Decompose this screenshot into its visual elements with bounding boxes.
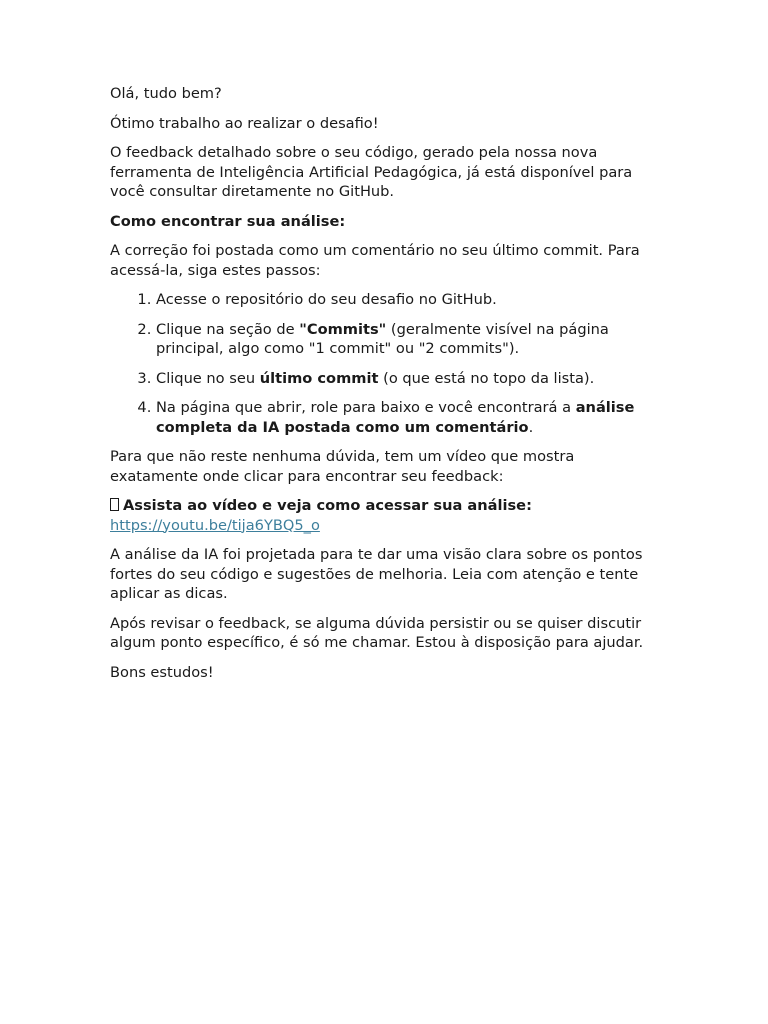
analysis-note: A análise da IA foi projetada para te dar uma visão clara sobre os pontos fortes do seu código e sugestões de melhoria. Leia com atenção e tente aplicar as dicas.: [110, 546, 643, 602]
step-item: [156, 369, 655, 389]
video-intro-paragraph: Para que não reste nenhuma dúvida, tem um vídeo que mostra exatamente onde clicar para encontrar seu feedback:: [110, 448, 575, 485]
step-text-after: (o que está no topo da lista).: [378, 369, 595, 387]
step-text-after: .: [528, 418, 534, 436]
step-text: Acesse o repositório do seu desafio no GitHub.: [156, 291, 497, 308]
intro-paragraph: O feedback detalhado sobre o seu código, gerado pela nossa nova ferramenta de Inteligência Artificial Pedagógica, já está disponível para você consultar diretamente no GitHub.: [110, 144, 633, 200]
step-item: [156, 398, 655, 437]
video-block: [110, 496, 655, 535]
document-body: [110, 84, 655, 692]
step-text-bold: análise completa da IA postada como um comentário: [156, 399, 635, 436]
step-text-before: Clique no seu: [156, 369, 260, 387]
greeting: Olá, tudo bem?: [110, 85, 222, 102]
closing: Bons estudos!: [110, 663, 214, 681]
step-item: [156, 320, 655, 359]
step-text-after: (geralmente visível na página principal, algo como "1 commit" ou "2 commits").: [156, 320, 609, 357]
step-text-bold: "Commits": [299, 320, 387, 338]
step-text-bold: último commit: [259, 369, 379, 387]
video-cta: Assista ao vídeo e veja como acessar sua análise:: [123, 497, 532, 514]
steps-list: [110, 290, 655, 437]
praise: Ótimo trabalho ao realizar o desafio!: [110, 114, 379, 132]
how-heading: Como encontrar sua análise:: [110, 212, 346, 230]
step-text-before: Clique na seção de: [156, 320, 300, 338]
step-item: [156, 290, 655, 310]
step-text-before: Na página que abrir, role para baixo e você encontrará a: [156, 399, 576, 416]
video-icon: [110, 498, 119, 511]
support-note: Após revisar o feedback, se alguma dúvida persistir ou se quiser discutir algum ponto específico, é só me chamar. Estou à disposição para ajudar.: [110, 614, 644, 651]
video-link[interactable]: https://youtu.be/tija6YBQ5_o: [110, 516, 320, 534]
how-intro-paragraph: A correção foi postada como um comentário no seu último commit. Para acessá-la, siga estes passos:: [110, 242, 640, 279]
